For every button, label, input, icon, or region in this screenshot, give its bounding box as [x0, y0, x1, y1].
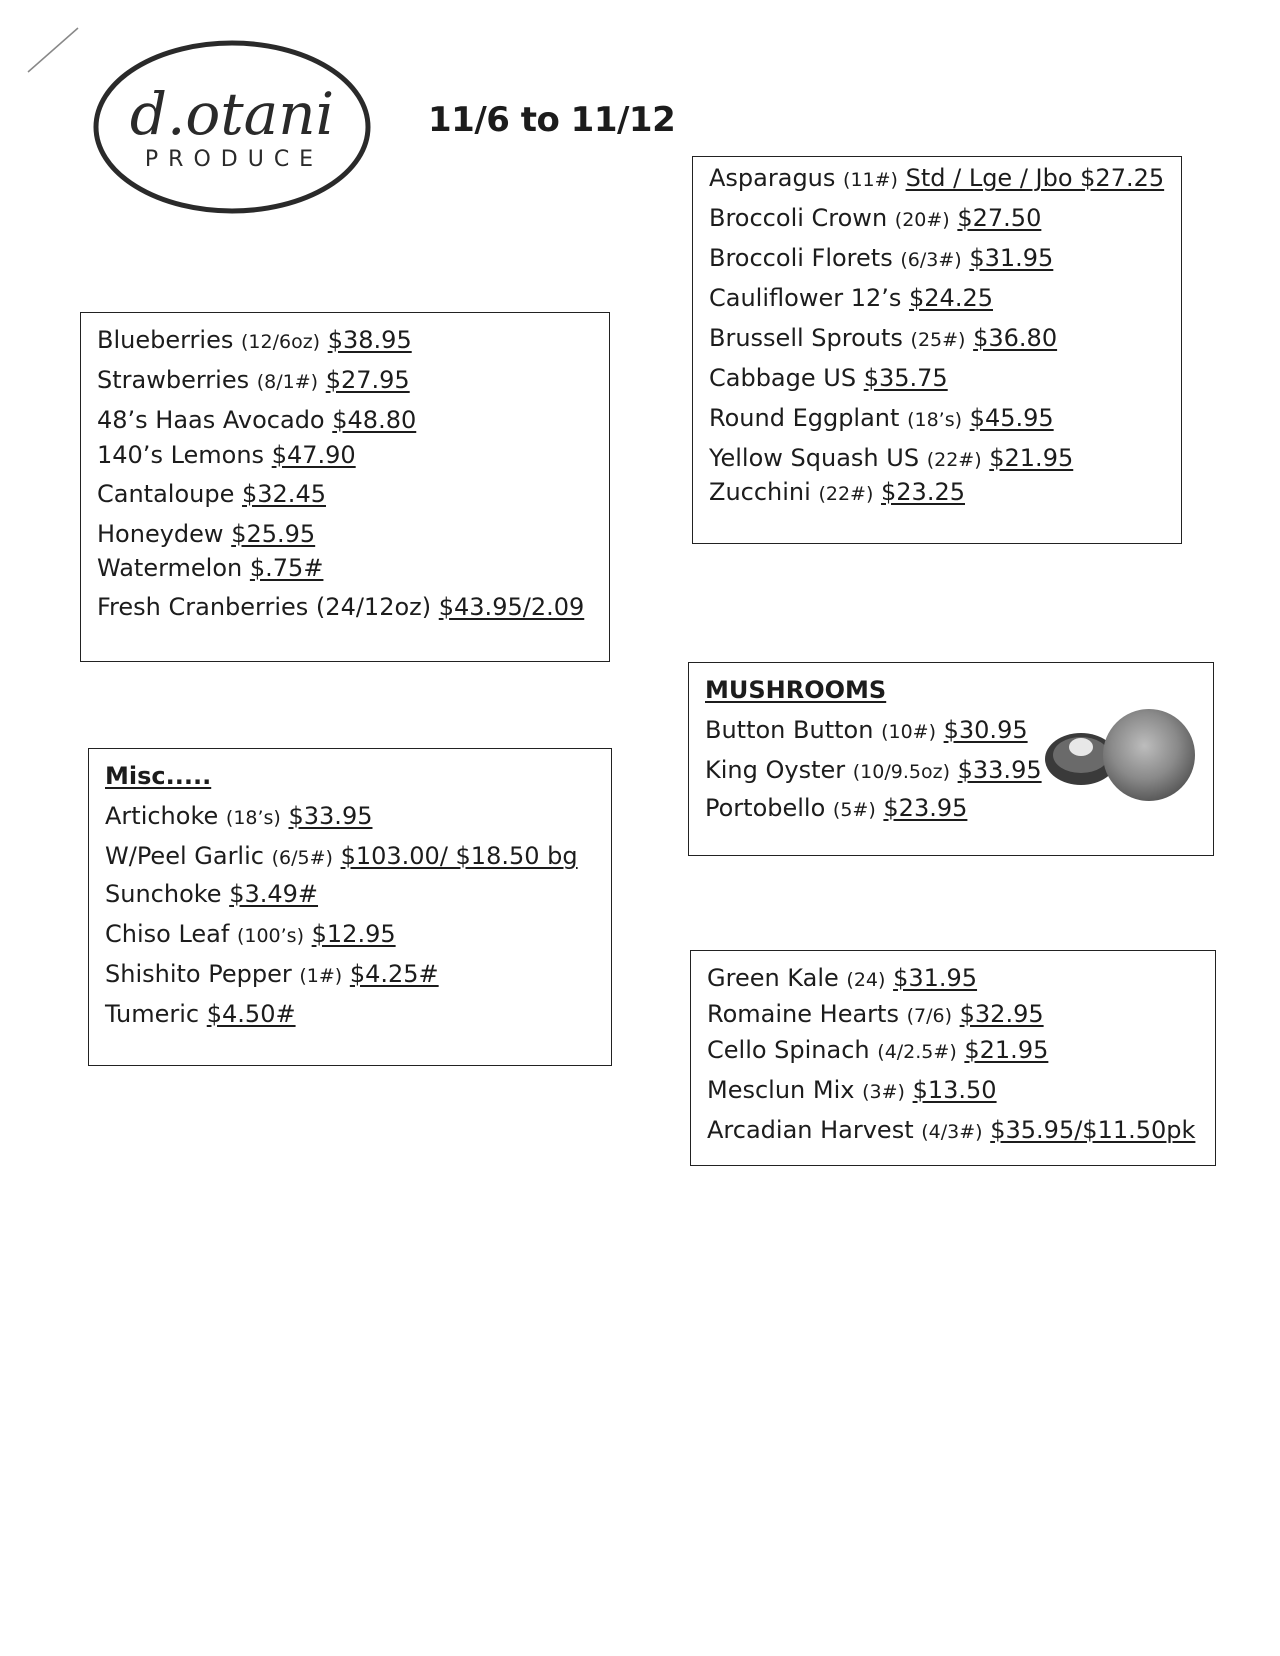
item-pack-size: (8/1#) — [256, 371, 319, 393]
item-price: $21.95 — [989, 444, 1074, 472]
misc-item — [105, 801, 372, 833]
misc-item — [105, 841, 578, 873]
item-pack-size: (7/6) — [906, 1005, 952, 1027]
item-price: $32.95 — [959, 1000, 1044, 1028]
item-pack-size: (5#) — [832, 799, 876, 821]
item-price: $103.00/ $18.50 bg — [340, 842, 578, 870]
mushroom-item — [705, 715, 1028, 747]
item-price: $45.95 — [969, 404, 1054, 432]
item-name: Artichoke — [105, 802, 219, 830]
mushroom-item — [705, 793, 967, 825]
item-name: Cauliflower 12’s — [709, 284, 902, 312]
item-name: Asparagus — [709, 164, 836, 192]
item-pack-size: (100’s) — [236, 925, 304, 947]
item-name: Shishito Pepper — [105, 960, 292, 988]
company-logo — [88, 36, 376, 222]
item-price: $47.90 — [271, 441, 356, 469]
item-name: Yellow Squash US — [709, 444, 920, 472]
item-price: $31.95 — [893, 964, 978, 992]
fruit-item — [97, 479, 326, 509]
item-name: Green Kale — [707, 964, 839, 992]
vegetable-item — [709, 283, 993, 313]
item-price: $3.49# — [229, 880, 319, 908]
item-name: Fresh Cranberries (24/12oz) — [97, 593, 432, 621]
item-pack-size: (1#) — [299, 965, 343, 987]
item-pack-size: (10#) — [881, 721, 936, 743]
item-price: $4.25# — [349, 960, 439, 988]
item-pack-size: (18’s) — [907, 409, 963, 431]
fruit-item — [97, 440, 356, 470]
item-price: Std / Lge / Jbo $27.25 — [905, 164, 1165, 192]
item-pack-size: (18’s) — [225, 807, 281, 829]
item-price: $23.25 — [881, 478, 965, 506]
item-name: 48’s Haas Avocado — [97, 406, 325, 434]
item-name: Brussell Sprouts — [709, 324, 903, 352]
item-pack-size: (4/3#) — [921, 1121, 983, 1143]
logo-subtitle: PRODUCE — [144, 147, 324, 172]
item-name: Romaine Hearts — [707, 1000, 899, 1028]
item-name: Strawberries — [97, 366, 250, 394]
item-name: Chiso Leaf — [105, 920, 230, 948]
greens-price-box — [690, 950, 1216, 1166]
greens-item — [707, 1115, 1195, 1147]
misc-item — [105, 879, 318, 909]
fruit-item — [97, 519, 315, 549]
item-pack-size: (6/3#) — [900, 249, 962, 271]
item-pack-size: (11#) — [843, 169, 898, 191]
item-name: Blueberries — [97, 326, 234, 354]
item-price: $4.50# — [206, 1000, 296, 1028]
item-name: Button Button — [705, 716, 874, 744]
fruit-item — [97, 405, 416, 435]
item-price: $24.25 — [909, 284, 993, 312]
vegetable-item — [709, 163, 1164, 195]
fruit-price-box — [80, 312, 610, 662]
item-name: W/Peel Garlic — [105, 842, 264, 870]
item-name: Arcadian Harvest — [707, 1116, 914, 1144]
item-name: Cabbage US — [709, 364, 857, 392]
misc-item — [105, 919, 396, 951]
item-name: Honeydew — [97, 520, 224, 548]
item-price: $13.50 — [912, 1076, 997, 1104]
mushroom-item — [705, 755, 1042, 787]
item-pack-size: (20#) — [894, 209, 950, 231]
vegetable-item — [709, 363, 948, 393]
item-name: Mesclun Mix — [707, 1076, 855, 1104]
greens-item — [707, 963, 977, 995]
misc-item — [105, 959, 439, 991]
vegetable-item — [709, 203, 1041, 235]
date-range: 11/6 to 11/12 — [428, 100, 676, 140]
item-name: Portobello — [705, 794, 826, 822]
item-name: Tumeric — [105, 1000, 200, 1028]
scan-mark — [24, 24, 82, 76]
item-pack-size: (10/9.5oz) — [852, 761, 950, 783]
fruit-item — [97, 553, 323, 583]
item-price: $33.95 — [957, 756, 1042, 784]
item-pack-size: (24) — [846, 969, 886, 991]
item-price: $27.50 — [957, 204, 1042, 232]
item-name: Watermelon — [97, 554, 243, 582]
mushrooms-heading: MUSHROOMS — [705, 676, 887, 704]
vegetable-item — [709, 403, 1054, 435]
item-name: Cello Spinach — [707, 1036, 870, 1064]
item-price: $32.45 — [242, 480, 326, 508]
misc-item — [105, 999, 296, 1029]
logo-wordmark: d.otani — [129, 80, 335, 148]
item-price: $36.80 — [973, 324, 1058, 352]
item-price: $33.95 — [288, 802, 373, 830]
item-pack-size: (22#) — [926, 449, 982, 471]
item-price: $25.95 — [231, 520, 316, 548]
item-name: 140’s Lemons — [97, 441, 265, 469]
item-name: Broccoli Florets — [709, 244, 893, 272]
vegetable-item — [709, 243, 1053, 275]
item-price: $38.95 — [327, 326, 412, 354]
misc-price-box — [88, 748, 612, 1066]
item-price: $35.95/$11.50pk — [990, 1116, 1196, 1144]
item-pack-size: (12/6oz) — [241, 331, 321, 353]
vegetable-price-box — [692, 156, 1182, 544]
item-name: King Oyster — [705, 756, 846, 784]
item-pack-size: (25#) — [910, 329, 966, 351]
mushroom-price-box — [688, 662, 1214, 856]
item-name: Zucchini — [709, 478, 811, 506]
item-price: $12.95 — [311, 920, 396, 948]
item-price: $23.95 — [883, 794, 968, 822]
item-price: $35.75 — [863, 364, 948, 392]
vegetable-item — [709, 323, 1057, 355]
item-name: Broccoli Crown — [709, 204, 888, 232]
item-name: Cantaloupe — [97, 480, 235, 508]
fruit-item — [97, 365, 410, 397]
greens-item — [707, 1075, 997, 1107]
fruit-item — [97, 325, 412, 357]
item-price: $43.95/2.09 — [438, 593, 585, 621]
item-name: Round Eggplant — [709, 404, 900, 432]
item-price: $30.95 — [943, 716, 1028, 744]
item-pack-size: (22#) — [818, 483, 874, 505]
item-price: $.75# — [249, 554, 324, 582]
greens-item — [707, 1035, 1048, 1067]
item-pack-size: (4/2.5#) — [877, 1041, 957, 1063]
item-price: $27.95 — [325, 366, 410, 394]
vegetable-item — [709, 477, 965, 509]
item-name: Sunchoke — [105, 880, 222, 908]
item-pack-size: (6/5#) — [271, 847, 333, 869]
item-price: $21.95 — [964, 1036, 1049, 1064]
mushroom-photo — [1041, 701, 1201, 811]
item-pack-size: (3#) — [862, 1081, 905, 1103]
item-price: $48.80 — [332, 406, 417, 434]
vegetable-item — [709, 443, 1073, 475]
item-price: $31.95 — [969, 244, 1054, 272]
fruit-item — [97, 592, 584, 622]
misc-heading: Misc..... — [105, 762, 212, 790]
greens-item — [707, 999, 1044, 1031]
